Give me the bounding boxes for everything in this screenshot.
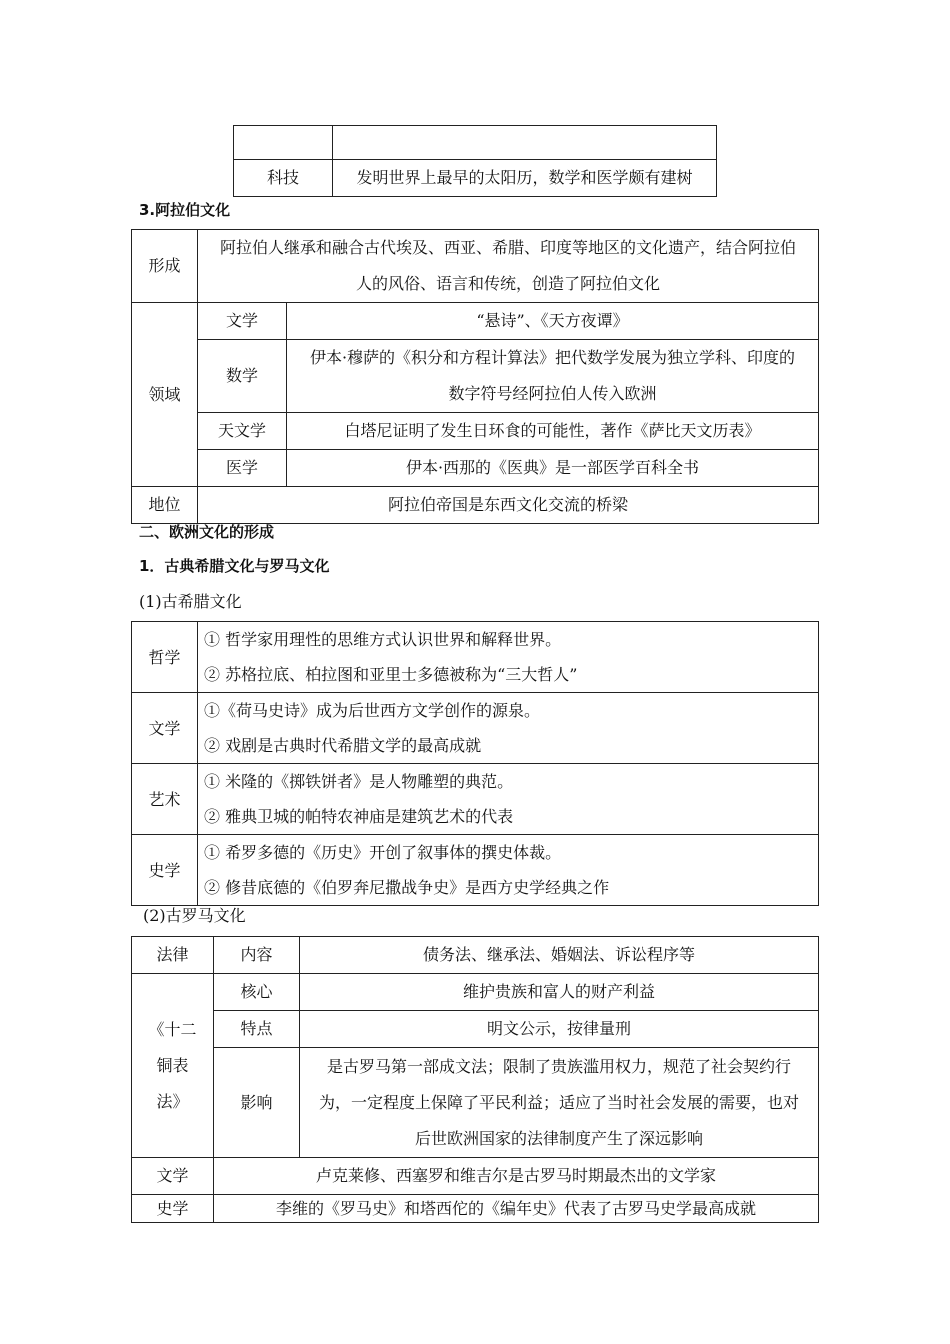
formation-label: 形成 [132, 230, 198, 303]
part-two-heading: 二、欧洲文化的形成 [139, 523, 275, 541]
status-text: 阿拉伯帝国是东西文化交流的桥梁 [198, 487, 819, 524]
philosophy-line-1: ① 哲学家用理性的思维方式认识世界和解释世界。 [204, 630, 562, 649]
law-label: 法律 [132, 937, 214, 974]
tech-table [233, 125, 717, 197]
roman-literature-label: 文学 [132, 1158, 214, 1195]
math-line-2: 数字符号经阿拉伯人传入欧洲 [448, 384, 657, 403]
math-line-1: 伊本·穆萨的《积分和方程计算法》把代数学发展为独立学科、印度的 [309, 348, 796, 367]
greek-literature-text [198, 693, 819, 764]
greek-history-label: 史学 [132, 835, 198, 906]
roman-literature-text: 卢克莱修、西塞罗和维吉尔是古罗马时期最杰出的文学家 [214, 1158, 819, 1195]
arab-culture-table [131, 229, 819, 524]
content-text: 债务法、继承法、婚姻法、诉讼程序等 [300, 937, 819, 974]
empty-label-cell [234, 126, 333, 160]
impact-text [300, 1048, 819, 1158]
astronomy-label: 天文学 [198, 413, 287, 450]
literature-text: “悬诗”、《天方夜谭》 [287, 303, 819, 340]
philosophy-label: 哲学 [132, 622, 198, 693]
formation-text [198, 230, 819, 303]
twelve-tables-label [132, 974, 214, 1158]
core-label: 核心 [214, 974, 300, 1011]
tech-label: 科技 [234, 160, 333, 197]
status-label: 地位 [132, 487, 198, 524]
art-line-2: ② 雅典卫城的帕特农神庙是建筑艺术的代表 [204, 807, 514, 826]
impact-line-1: 是古罗马第一部成文法；限制了贵族滥用权力，规范了社会契约行 [326, 1056, 791, 1076]
roman-history-text: 李维的《罗马史》和塔西佗的《编年史》代表了古罗马史学最高成就 [214, 1195, 819, 1223]
art-line-1: ① 米隆的《掷铁饼者》是人物雕塑的典范。 [204, 772, 514, 791]
empty-value-cell [333, 126, 717, 160]
feature-text: 明文公示，按律量刑 [300, 1011, 819, 1048]
greek-history-text [198, 835, 819, 906]
greek-history-line-1: ① 希罗多德的《历史》开创了叙事体的撰史体裁。 [204, 843, 562, 862]
subsection-heading-greek-roman: 1．古典希腊文化与罗马文化 [139, 557, 330, 575]
astronomy-text: 白塔尼证明了发生日环食的可能性，著作《萨比天文历表》 [287, 413, 819, 450]
feature-label: 特点 [214, 1011, 300, 1048]
formation-line-2: 人的风俗、语言和传统，创造了阿拉伯文化 [355, 274, 660, 293]
twelve-tables-line-2: 铜表 [156, 1055, 189, 1075]
impact-line-3: 后世欧洲国家的法律制度产生了深远影响 [414, 1128, 703, 1148]
art-label: 艺术 [132, 764, 198, 835]
twelve-tables-line-1: 《十二 [148, 1019, 197, 1039]
impact-label: 影响 [214, 1048, 300, 1158]
greek-culture-table [131, 621, 819, 906]
domain-label: 领域 [132, 303, 198, 487]
greek-literature-line-1: ①《荷马史诗》成为后世西方文学创作的源泉。 [204, 701, 541, 720]
content-label: 内容 [214, 937, 300, 974]
art-text [198, 764, 819, 835]
section-heading-arab: 3.阿拉伯文化 [139, 201, 231, 219]
roman-history-label: 史学 [132, 1195, 214, 1223]
tech-text: 发明世界上最早的太阳历，数学和医学颇有建树 [333, 160, 717, 197]
twelve-tables-line-3: 法》 [156, 1091, 189, 1111]
greek-literature-line-2: ② 戏剧是古典时代希腊文学的最高成就 [204, 736, 482, 755]
roman-culture-table [131, 936, 819, 1223]
math-text [287, 340, 819, 413]
math-label: 数学 [198, 340, 287, 413]
medicine-text: 伊本·西那的《医典》是一部医学百科全书 [287, 450, 819, 487]
greek-culture-title: (1)古希腊文化 [139, 592, 242, 611]
philosophy-text [198, 622, 819, 693]
core-text: 维护贵族和富人的财产利益 [300, 974, 819, 1011]
formation-line-1: 阿拉伯人继承和融合古代埃及、西亚、希腊、印度等地区的文化遗产，结合阿拉伯 [219, 238, 796, 257]
philosophy-line-2: ② 苏格拉底、柏拉图和亚里士多德被称为“三大哲人” [204, 665, 578, 684]
literature-label: 文学 [198, 303, 287, 340]
roman-culture-title: (2)古罗马文化 [143, 906, 246, 925]
medicine-label: 医学 [198, 450, 287, 487]
greek-literature-label: 文学 [132, 693, 198, 764]
greek-history-line-2: ② 修昔底德的《伯罗奔尼撒战争史》是西方史学经典之作 [204, 878, 610, 897]
impact-line-2: 为，一定程度上保障了平民利益；适应了当时社会发展的需要，也对 [318, 1092, 799, 1112]
